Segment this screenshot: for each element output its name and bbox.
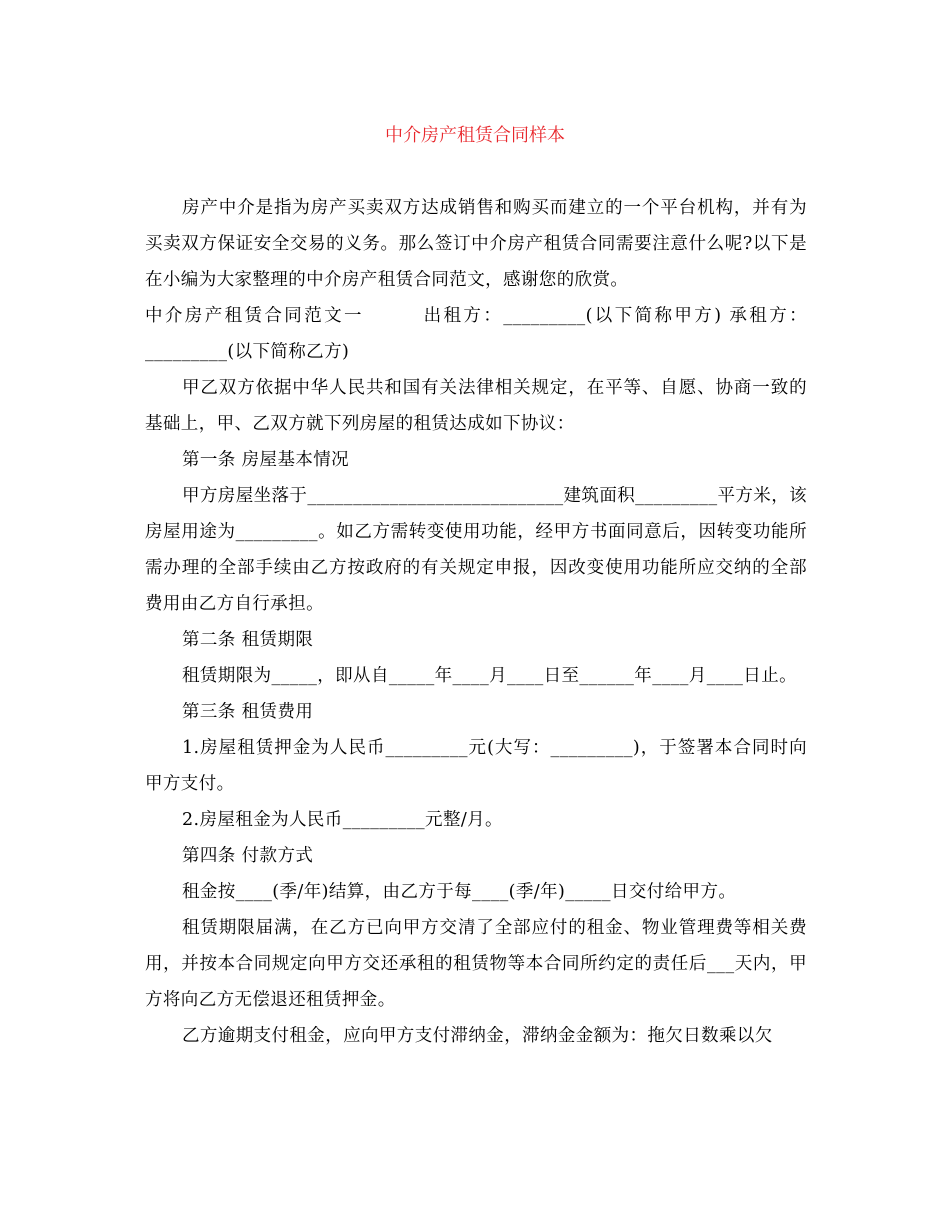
preamble-paragraph: 甲乙双方依据中华人民共和国有关法律相关规定，在平等、自愿、协商一致的基础上，甲、乙双方就下列房屋的租赁达成如下协议： bbox=[145, 378, 807, 434]
article-4-paragraph-2: 租赁期限届满，在乙方已向甲方交清了全部应付的租金、物业管理费等相关费用，并按本合同规定向甲方交还承租的租赁物等本合同所约定的责任后___天内，甲方将向乙方无偿退还租赁押金。 bbox=[145, 918, 807, 1010]
article-2-paragraph: 租赁期限为_____，即从自_____年____月____日至______年____月____日止。 bbox=[182, 666, 797, 686]
article-3-item-2: 2.房屋租金为人民币_________元整/月。 bbox=[182, 810, 503, 830]
article-3-item-1: 1.房屋租赁押金为人民币_________元(大写：_________)，于签署本合同时向甲方支付。 bbox=[145, 738, 807, 794]
article-2-heading: 第二条 租赁期限 bbox=[182, 630, 314, 650]
article-4-heading: 第四条 付款方式 bbox=[182, 846, 314, 866]
intro-paragraph: 房产中介是指为房产买卖双方达成销售和购买而建立的一个平台机构，并有为买卖双方保证安全交易的义务。那么签订中介房产租赁合同需要注意什么呢?以下是在小编为大家整理的中介房产租赁合同范文，感谢您的欣赏。 bbox=[145, 198, 807, 290]
article-4-paragraph-1: 租金按____(季/年)结算，由乙方于每____(季/年)_____日交付给甲方。 bbox=[182, 882, 737, 902]
article-1-paragraph: 甲方房屋坐落于____________________________建筑面积_________平方米，该房屋用途为_________。如乙方需转变使用功能，经甲方书面同意后，因转变功能所需办理的全部手续由乙方按政府的有关规定申报，因改变使用功能所应交纳的全部费用由乙方自行承担。 bbox=[145, 486, 807, 614]
parties-paragraph: 中介房产租赁合同范文一 出租方：_________(以下简称甲方) 承租方：_________(以下简称乙方) bbox=[145, 306, 807, 362]
document-title: 中介房产租赁合同样本 bbox=[385, 125, 565, 146]
article-1-heading: 第一条 房屋基本情况 bbox=[182, 450, 350, 470]
article-4-paragraph-3: 乙方逾期支付租金，应向甲方支付滞纳金，滞纳金金额为：拖欠日数乘以欠 bbox=[182, 1026, 773, 1046]
document-body bbox=[145, 190, 807, 1054]
article-3-heading: 第三条 租赁费用 bbox=[182, 702, 314, 722]
